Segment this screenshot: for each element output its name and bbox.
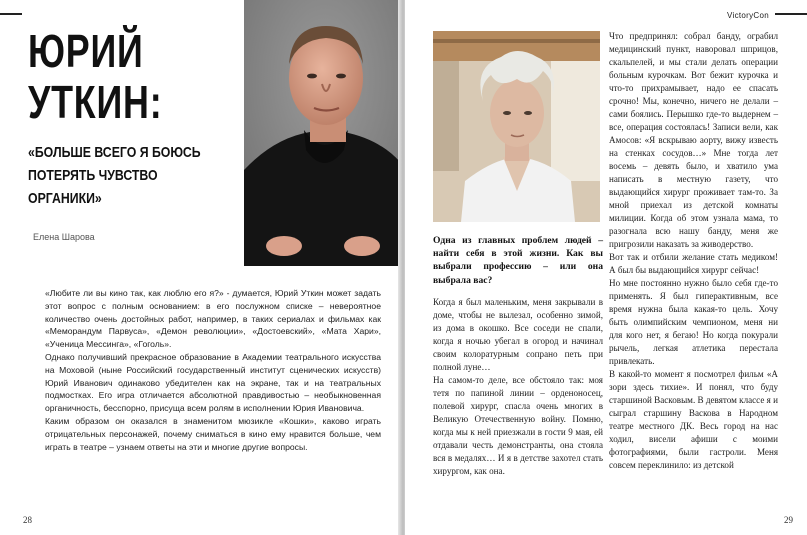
article-column-1 (433, 296, 603, 478)
headline (28, 26, 248, 128)
article-paragraph: Вот так и отбили желание стать медиком! А был бы выдающийся хирург сейчас! (609, 252, 778, 275)
lead-text (45, 287, 381, 453)
article-paragraph: Когда я был маленьким, меня закрывали в доме, чтобы не вылезал, особенно зимой, из дома в окошко. Все соседи не спали, когда я ночью убегал в огород и начинал своим колоратурным сопрано петь при полной луне… (433, 297, 603, 372)
article-column-2 (609, 30, 778, 472)
interior-photo-illustration (433, 31, 600, 222)
headline-quote: «БОЛЬШЕ ВСЕГО Я БОЮСЬ ПОТЕРЯТЬ ЧУВСТВО ОРГАНИКИ» (28, 144, 201, 207)
article-paragraph: На самом-то деле, все обстояло так: моя тетя по папиной линии – орденоносец, полевой хирург, спасла очень многих в Великую Отечественную войну. Помню, когда мы к ней приезжали в гости 9 мая, ей отдавали честь демонстранты, она стояла вся в медалях… И я в детстве захотел стать хирургом, как она. (433, 375, 603, 476)
page-number-right: 29 (784, 515, 793, 525)
interior-photo (433, 31, 600, 222)
lead-paragraph: «Любите ли вы кино так, как люблю его я?» - думается, Юрий Уткин может задать этот вопрос с полным основанием: в его послужном списке – невероятное количество очень достойных работ, например, в таких сериалах и фильмах как «Меморандум Парвуса», «Демон революции», «Достоевский», «Мата Хари», «Ученица Мессинга», «Гоголь». (45, 288, 381, 350)
brand-header: VictoryCon (727, 11, 769, 20)
right-page (405, 0, 807, 535)
page-number-left: 28 (23, 515, 32, 525)
headline-name-line2: УТКИН: (28, 76, 163, 128)
headline-name-line1: ЮРИЙ (28, 25, 144, 77)
portrait-photo (244, 0, 400, 266)
portrait-illustration (244, 0, 400, 266)
lead-paragraph: Однако получивший прекрасное образование в Академии театрального искусства на Моховой (ныне Российский государственный институт сценических искусств) Юрий Иванович одинаково убедителен как на экране, так и на театральных подмостках. Его игра отличается абсолютной правдивостью – необыкновенная органичность, бесспорно, присуща всем ролям в исполнении Юрия Ивановича. (45, 351, 381, 414)
article-paragraph: Но мне постоянно нужно было себя где-то применять. Я был гиперактивным, все время нужна была какая-то цель. Хочу быть олимпийским чемпионом, меня ни для кого нет, я бегаю! Но когда покурали рычель, легкая атлетика перестала привлекать. (609, 278, 778, 366)
left-page (0, 0, 400, 535)
article-paragraph: В какой-то момент я посмотрел фильм «А зори здесь тихие». И понял, что буду старшиной Васковым. В девятом классе я и сыграл старшину Васкова в Народном театре местного ДК. Весь город на нас ходил, висели афиши с моими фотографиями, были гастроли. Меня совсем переклинило: из детской (609, 369, 778, 470)
article-paragraph: Что предпринял: собрал банду, ограбил медицинский пункт, наворовал шприцов, скальпелей, и мы стали делать операции больным курочкам. Вот бежит курочка и что-то прихрамывает, надо ее спасать срочно! Мы, конечно, ничего не делали – сами боялись. Перышко где-то выдернем – все, операция состоялась! Записи вели, как Амосов: «Я вскрываю аорту, вижу известь на стенках сосудов…» Мне тогда лет восемь – девять было, и хватило ума написать в местную газету, что выдающийся хирург проживает там-то. За мной приехал из детской комнаты милиции. Когда об этом узнала мама, то разогнала всю нашу банду, меня же пригрозили наказать за живодерство. (609, 31, 778, 249)
interview-question: Одна из главных проблем людей – найти себя в этой жизни. Как вы выбрали профессию – или она выбрала вас? (433, 235, 603, 286)
top-rule-right (775, 13, 807, 15)
author-byline: Елена Шарова (33, 232, 95, 242)
top-rule-left (0, 13, 22, 15)
lead-paragraph: Каким образом он оказался в знаменитом мюзикле «Кошки», каково играть отрицательных персонажей, почему сниматься в кино ему нравится больше, чем играть в театре – узнаем ответы на эти и многие другие вопросы. (45, 415, 381, 452)
